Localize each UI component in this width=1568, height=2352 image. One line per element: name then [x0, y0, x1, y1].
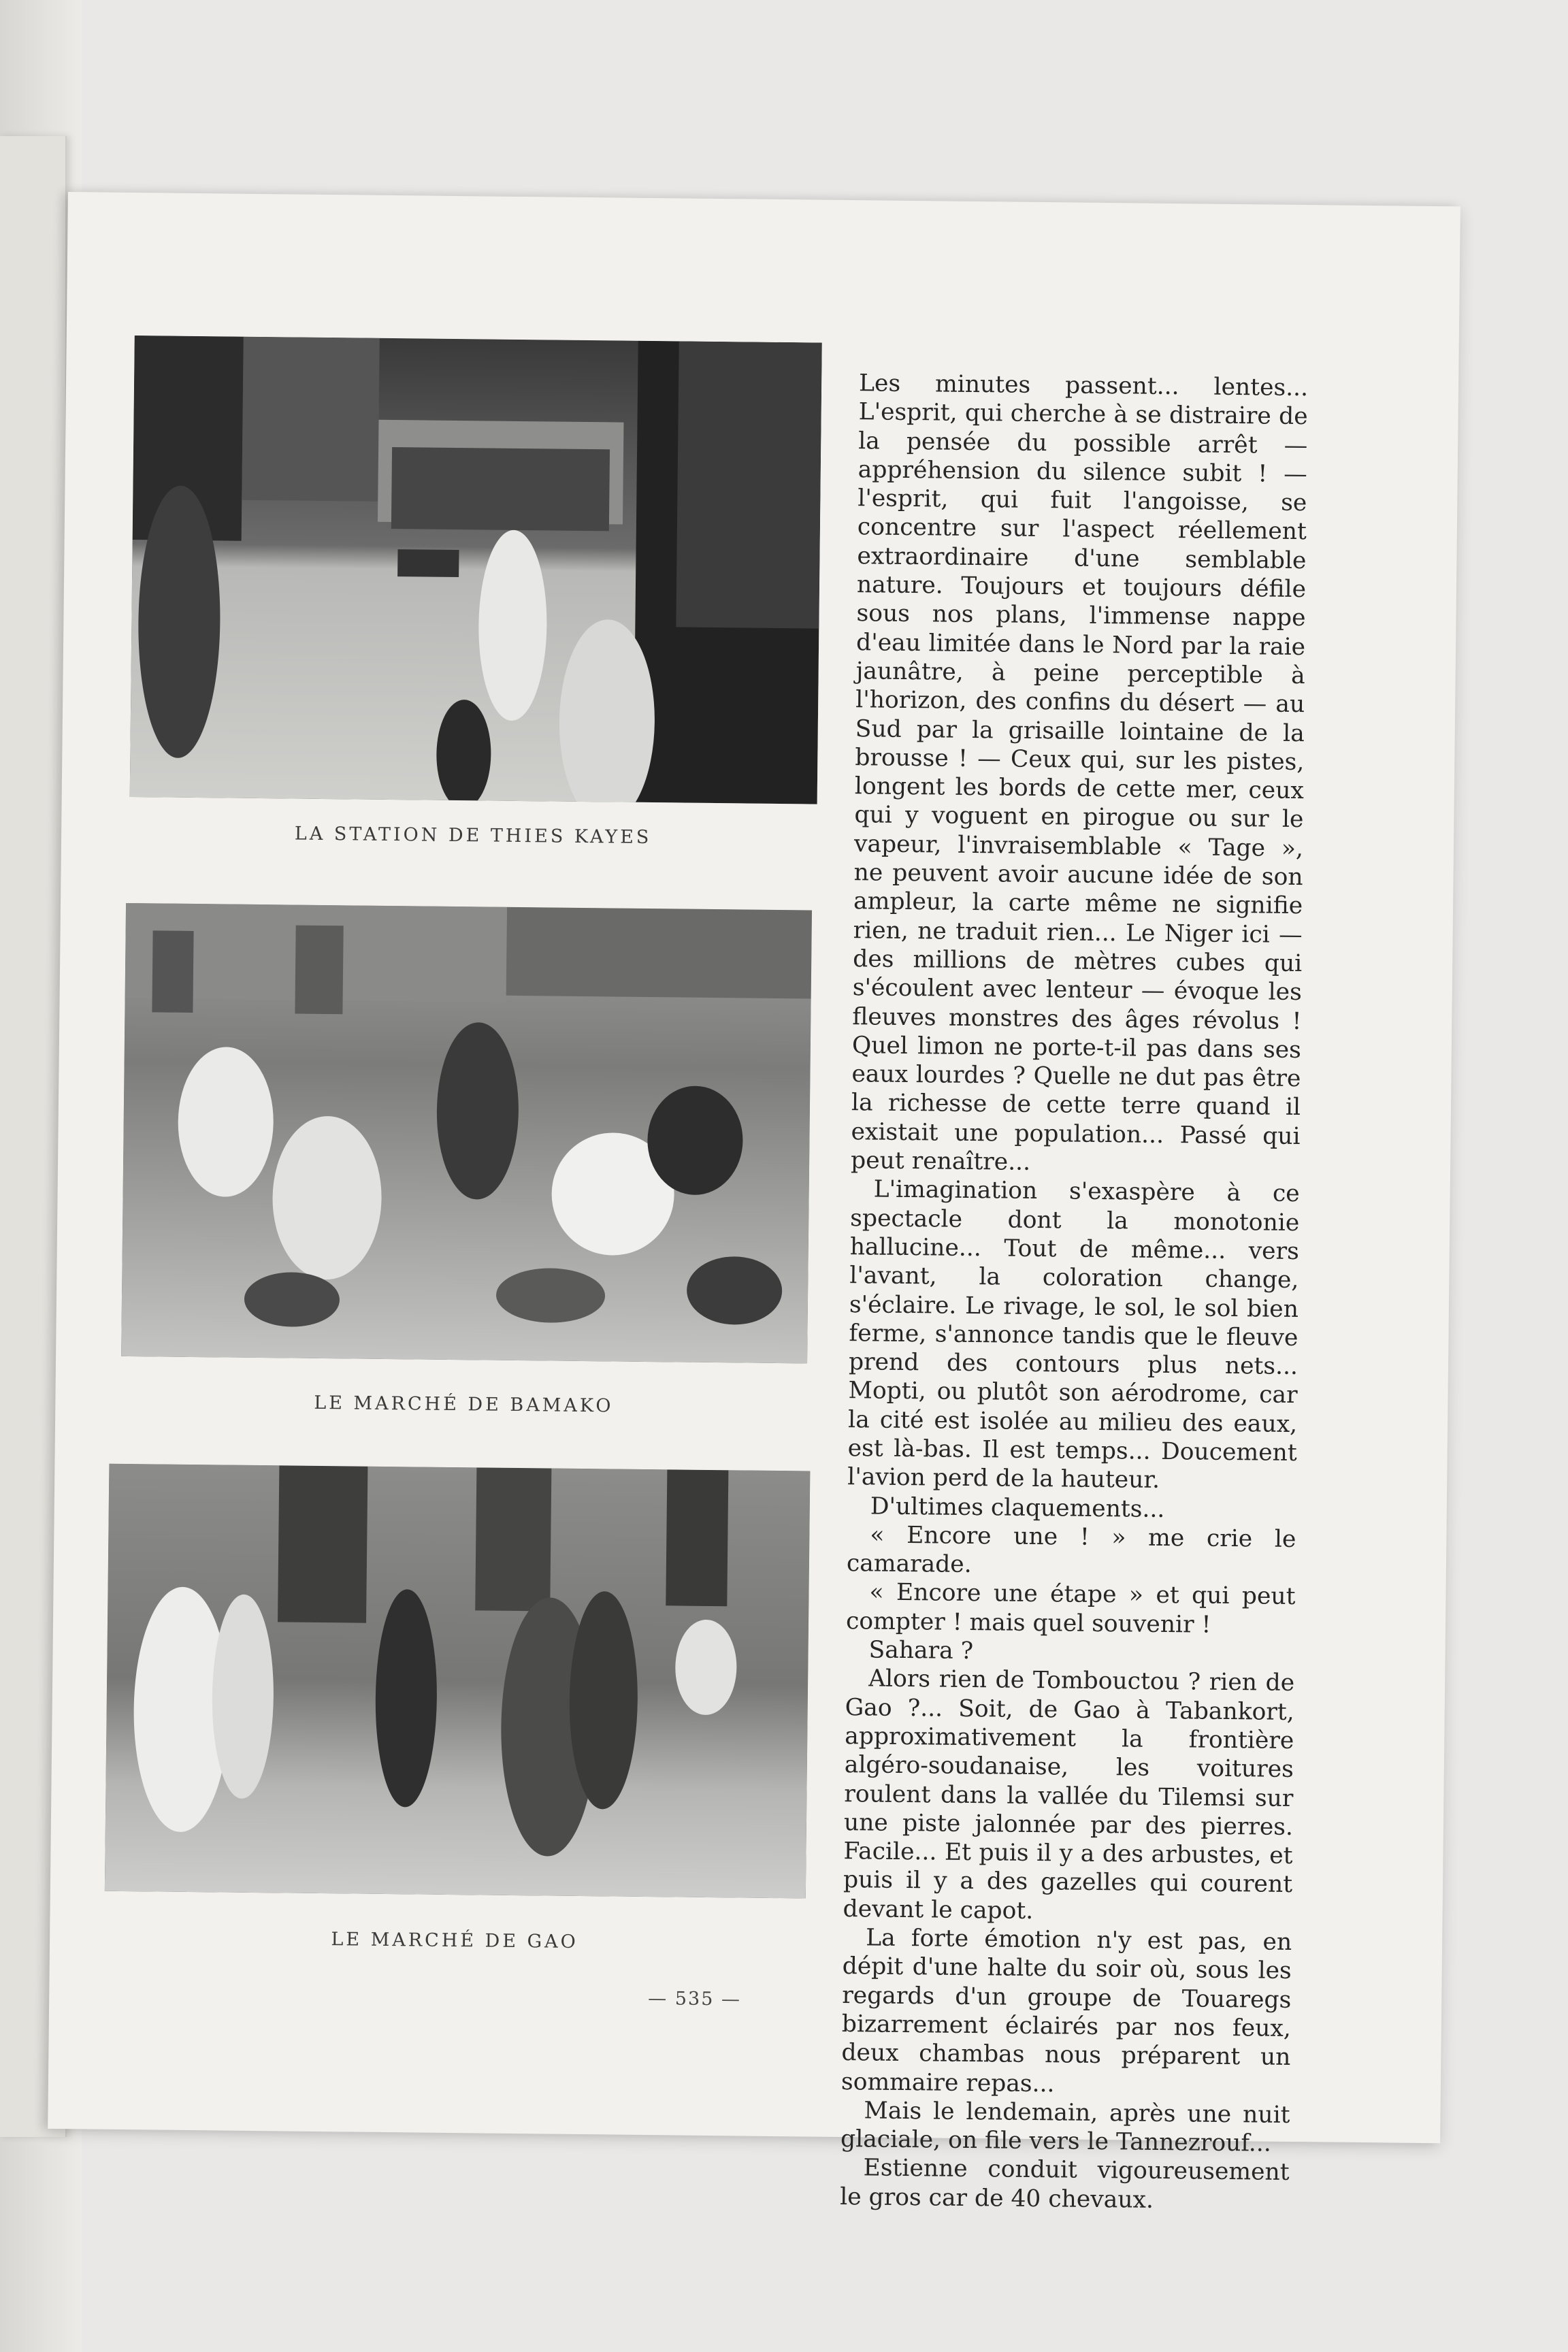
- paragraph: L'imagination s'exaspère à ce spectacle dont la monotonie hallucine... Tout de même... vers l'avant, la coloration change, s'éclaire. Le rivage, le sol, le sol bien ferme, s'annonce tandis que le fleuve prend des contours plus nets... Mopti, ou plutôt son aérodrome, car la cité est isolée au milieu des eaux, est là-bas. Il est temps... Doucement l'avion perd de la hauteur.: [847, 1175, 1300, 1494]
- paragraph: Les minutes passent... lentes... L'esprit, qui cherche à se distraire de la pensée du possible arrêt — appréhension du silence subit ! — l'esprit, qui fuit l'angoisse, se concentre sur l'aspect réellement extraordinaire d'une semblable nature. Toujours et toujours défile sous nos plans, l'immense nappe d'eau limitée dans le Nord par la raie jaunâtre, à peine perceptible à l'horizon, des confins du désert — au Sud par la grisaille lointaine de la brousse ! — Ceux qui, sur les pistes, longent les bords de cette mer, ceux qui y voguent en pirogue ou sur le vapeur, l'invraisemblable « Tage », ne peuvent avoir aucune idée de son ampleur, la carte même ne signifie rien, ne traduit rien... Le Niger ici — des millions de mètres cubes qui s'écoulent avec lenteur — évoque les fleuves monstres des âges révolus ! Quel limon ne porte-t-il pas dans ses eaux lourdes ? Quelle ne dut pas être la richesse de cette terre quand il existait une population... Passé qui peut renaître...: [850, 370, 1309, 1176]
- paragraph: D'ultimes claquements...: [870, 1492, 1165, 1523]
- paragraph: « Encore une ! » me crie le camarade.: [846, 1521, 1296, 1579]
- paragraph: Mais le lendemain, après une nuit glaciale, on file vers le Tannezrouf...: [840, 2097, 1290, 2157]
- paragraph: Alors rien de Tombouctou ? rien de Gao ?... Soit, de Gao à Tabankort, approximativement la frontière algéro-soudanaise, les voitures roulent dans la vallée du Tilemsi sur une piste jalonnée par des pierres. Facile... Et puis il y a des arbustes, et puis il y a des gazelles qui courent devant le capot.: [843, 1665, 1295, 1925]
- photo-station-thies-kayes: [130, 336, 822, 804]
- paragraph: Sahara ?: [868, 1636, 974, 1665]
- magazine-page: [48, 192, 1460, 2214]
- page-number: — 535 —: [648, 1988, 742, 2010]
- paragraph: La forte émotion n'y est pas, en dépit d'une halte du soir où, sous les regards d'un groupe de Touaregs bizarrement éclairés par nos feux, deux chambas nous préparent un sommaire repas...: [840, 1924, 1292, 2097]
- caption-photo-3: LE MARCHÉ DE GAO: [331, 1929, 578, 1953]
- photo-marche-bamako: [121, 903, 812, 1364]
- paragraph: « Encore une étape » et qui peut compter ! mais quel souvenir !: [845, 1578, 1296, 1639]
- caption-photo-1: LA STATION DE THIES KAYES: [294, 823, 652, 849]
- article-text-column: [840, 369, 1308, 2216]
- photo-marche-gao: [105, 1464, 811, 1899]
- paragraph: Estienne conduit vigoureusement le gros car de 40 chevaux.: [840, 2154, 1290, 2214]
- caption-photo-2: LE MARCHÉ DE BAMAKO: [314, 1392, 614, 1417]
